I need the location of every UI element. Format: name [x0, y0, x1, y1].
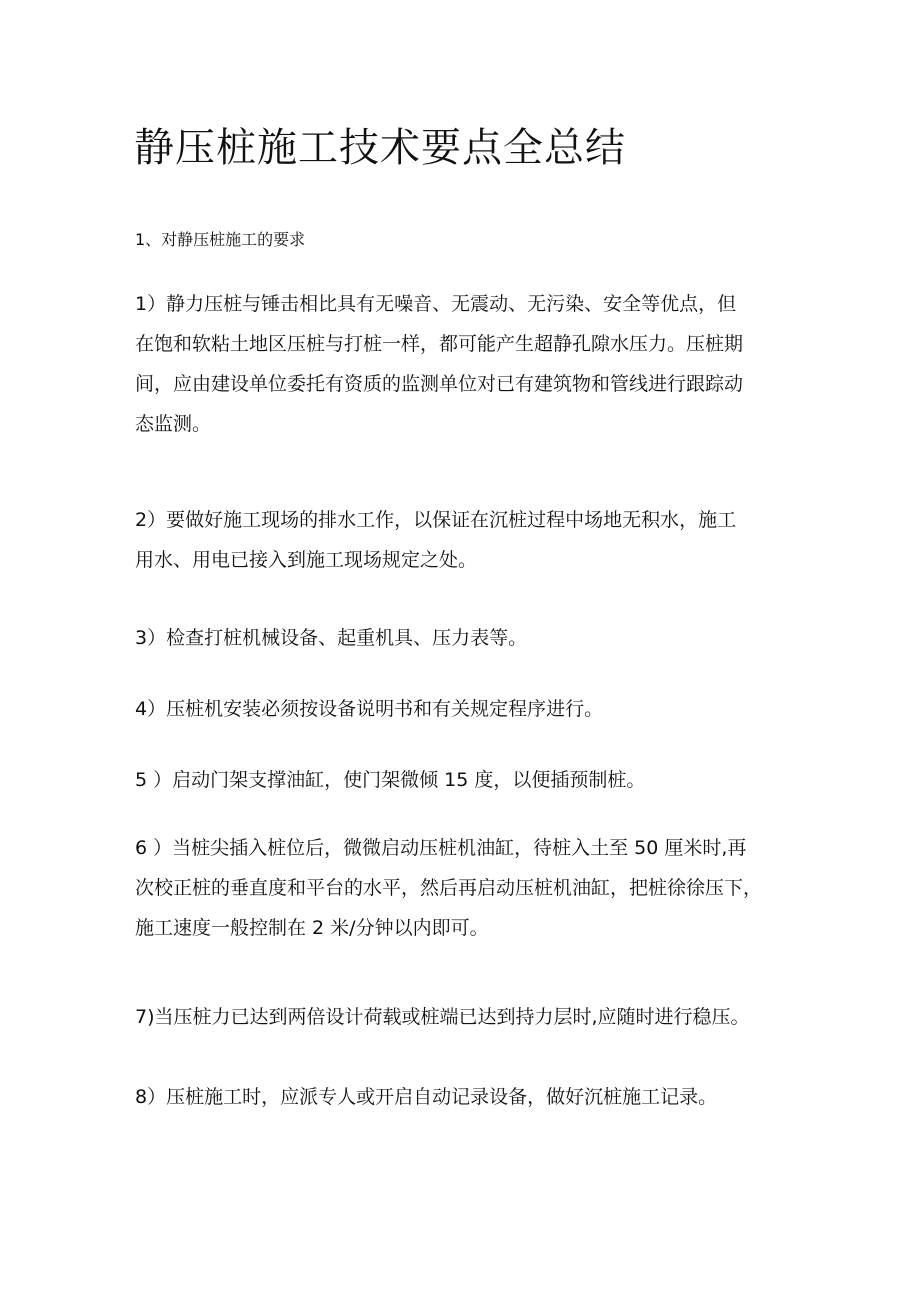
- requirement-item-3: [135, 618, 815, 658]
- requirement-line: 3）检查打桩机械设备、起重机具、压力表等。: [135, 627, 528, 649]
- section-heading: 1、对静压桩施工的要求: [135, 230, 306, 249]
- requirement-line: 态监测。: [135, 413, 212, 435]
- requirement-line: 在饱和软粘土地区压桩与打桩一样，都可能产生超静孔隙水压力。压桩期: [135, 333, 744, 355]
- requirement-line: 间，应由建设单位委托有资质的监测单位对已有建筑物和管线进行跟踪动: [135, 373, 744, 395]
- requirement-line: 5 ）启动门架支撑油缸，使门架微倾 15 度，以便插预制桩。: [135, 769, 646, 791]
- requirement-item-8: [135, 1077, 815, 1117]
- document-title: 静压桩施工技术要点全总结: [134, 125, 626, 171]
- requirement-item-4: [135, 689, 815, 729]
- requirement-line: 用水、用电已接入到施工现场规定之处。: [135, 549, 478, 571]
- requirement-item-2: [135, 500, 815, 580]
- requirement-item-7: [135, 997, 815, 1037]
- requirement-line: 7)当压桩力已达到两倍设计荷载或桩端已达到持力层时,应随时进行稳压。: [135, 1006, 750, 1028]
- requirement-item-6: [135, 828, 815, 948]
- requirement-line: 4）压桩机安装必须按设备说明书和有关规定程序进行。: [135, 698, 604, 720]
- requirement-line: 8）压桩施工时，应派专人或开启自动记录设备，做好沉桩施工记录。: [135, 1086, 718, 1108]
- requirement-item-1: [135, 284, 815, 444]
- requirement-item-5: [135, 760, 815, 800]
- requirement-line: 1）静力压桩与锤击相比具有无噪音、无震动、无污染、安全等优点，但: [135, 293, 737, 315]
- requirement-line: 施工速度一般控制在 2 米/分钟以内即可。: [135, 917, 489, 939]
- requirement-line: 次校正桩的垂直度和平台的水平，然后再启动压桩机油缸，把桩徐徐压下，: [135, 877, 763, 899]
- requirement-line: 6 ）当桩尖插入桩位后，微微启动压桩机油缸，待桩入土至 50 厘米时,再: [135, 837, 747, 859]
- requirement-line: 2）要做好施工现场的排水工作，以保证在沉桩过程中场地无积水，施工: [135, 509, 737, 531]
